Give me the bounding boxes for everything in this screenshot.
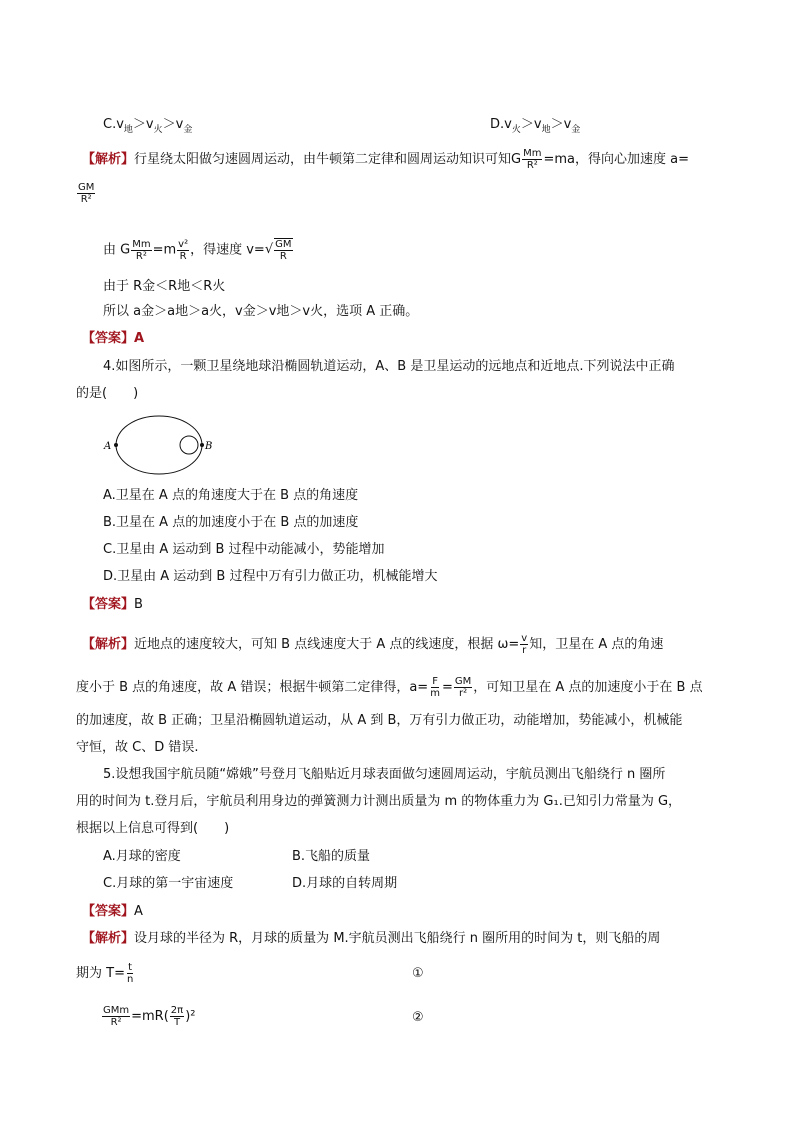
- q3-answer: 【答案】A: [82, 331, 145, 346]
- q3-analysis-line1: 【解析】行星绕太阳做匀速圆周运动，由牛顿第二定律和圆周运动知识可知G $\frac{Mm}{\text{R²}}$ =ma，得向心加速度 a=: [82, 148, 689, 171]
- q5-stem-line1: 5.设想我国宇航员随“嫦娥”号登月飞船贴近月球表面做匀速圆周运动，宇航员测出飞船绕行 n 圈所: [103, 767, 666, 782]
- q5-option-d: D.月球的自转周期: [292, 876, 398, 891]
- q5-option-b: B.飞船的质量: [292, 849, 371, 864]
- q4-answer: 【答案】B: [82, 597, 143, 612]
- point-a-dot: [114, 443, 118, 447]
- earth-circle: [180, 436, 198, 454]
- q4-option-b: B.卫星在 A 点的加速度小于在 B 点的加速度: [103, 515, 359, 530]
- q5-answer: 【答案】A: [82, 904, 143, 919]
- q5-equation-marker-2: ②: [412, 1010, 424, 1025]
- label-a: A: [104, 441, 112, 452]
- q3-analysis-line5: 所以 a金＞a地＞a火，v金＞v地＞v火，选项 A 正确。: [103, 304, 419, 319]
- q4-option-c: C.卫星由 A 运动到 B 过程中动能减小，势能增加: [103, 542, 385, 557]
- q5-stem-line3: 根据以上信息可得到( ): [76, 821, 230, 836]
- sqrt-sign: √: [264, 242, 274, 257]
- q3-option-d: $D.v_火>v_地>v_金$: [490, 117, 581, 135]
- q4-stem-line1: 4.如图所示，一颗卫星绕地球沿椭圆轨道运动，A、B 是卫星运动的远地点和近地点.下列说法中正确: [103, 359, 675, 374]
- elliptical-orbit: [116, 416, 202, 474]
- orbit-diagram: [100, 410, 220, 480]
- q5-equation-marker-1: ①: [412, 966, 424, 981]
- q5-analysis-line2: 期为 T= $\frac{t}{n}$: [76, 962, 134, 985]
- q4-analysis-line1: 【解析】近地点的速度较大，可知 B 点线速度大于 A 点的线速度，根据 ω= $\frac{v}{r}$ 知，卫星在 A 点的角速: [82, 633, 664, 656]
- q4-stem-line2: 的是( ): [76, 386, 139, 401]
- q3-analysis-line3: 由 G $\frac{Mm}{\text{R²}}$ =m $\frac{\text{v²}}{R}$ ，得速度 v=√ $\frac{GM}{R}$: [103, 238, 292, 262]
- q5-option-c: C.月球的第一宇宙速度: [103, 876, 234, 891]
- q3-analysis-line2: $\frac{GM}{\text{R²}}$: [78, 182, 95, 205]
- q5-analysis-line1: 【解析】设月球的半径为 R，月球的质量为 M.宇航员测出飞船绕行 n 圈所用的时间为 t，则飞船的周: [82, 931, 661, 946]
- q5-stem-line2: 用的时间为 t.登月后，宇航员利用身边的弹簧测力计测出质量为 m 的物体重力为 G₁.已知引力常量为 G，: [76, 794, 682, 809]
- q4-analysis-line4: 守恒，故 C、D 错误.: [76, 740, 199, 755]
- analysis-tag: 【解析】: [82, 152, 135, 167]
- q4-analysis-line2: 度小于 B 点的角速度，故 A 错误；根据牛顿第二定律得，a= $\frac{F}{m}$ = $\frac{GM}{\text{r²}}$ ，可知卫星在 A 点的加速度小于在 B 点: [76, 676, 703, 699]
- q5-option-a: A.月球的密度: [103, 849, 181, 864]
- point-b-dot: [200, 443, 204, 447]
- q4-analysis-line3: 的加速度，故 B 正确；卫星沿椭圆轨道运动，从 A 到 B，万有引力做正功，动能增加，势能减小，机械能: [76, 713, 683, 728]
- q3-option-c: $C.v_地>v_火>v_金$: [103, 117, 193, 135]
- label-b: B: [205, 441, 213, 452]
- q4-option-a: A.卫星在 A 点的角速度大于在 B 点的角速度: [103, 488, 359, 503]
- q5-equation-2: $\frac{\text{GMm}}{\text{R²}}$ =mR( $\frac{2\pi}{T}$ )²: [103, 1005, 196, 1028]
- q4-option-d: D.卫星由 A 运动到 B 过程中万有引力做正功，机械能增大: [103, 569, 438, 584]
- q3-analysis-line4: 由于 R金＜R地＜R火: [103, 279, 226, 294]
